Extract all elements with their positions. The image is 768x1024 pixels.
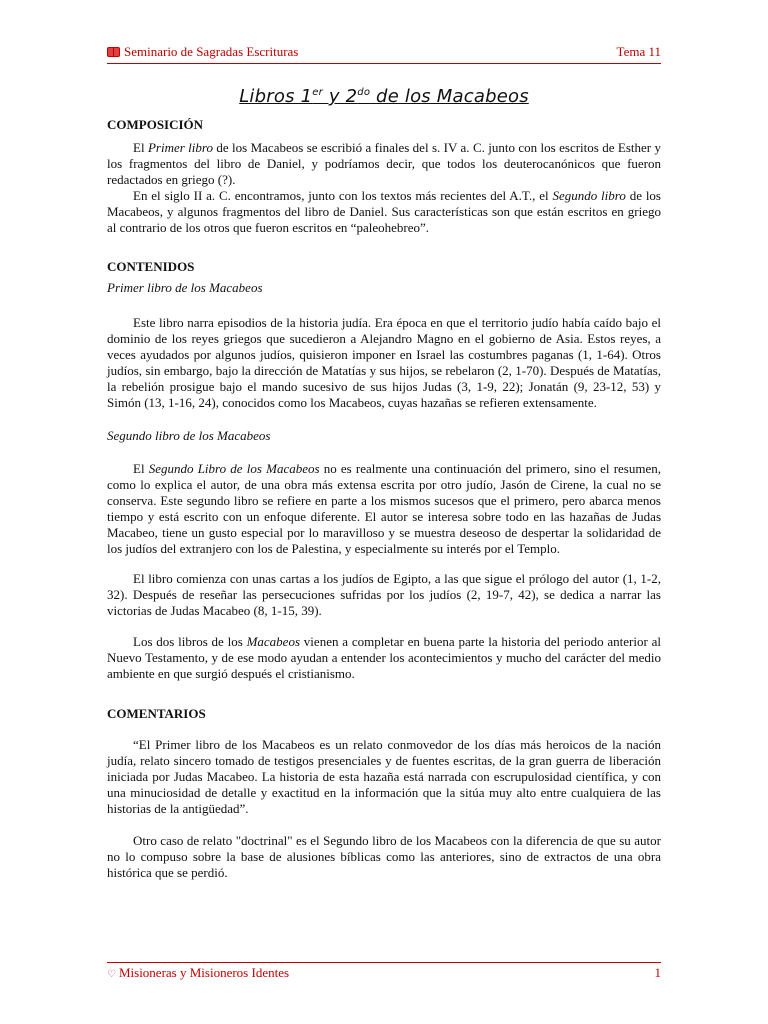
header-left — [107, 44, 298, 60]
paragraph: El Segundo Libro de los Macabeos no es realmente una continuación del primero, sino el resumen, como lo explica el autor, de una obra más extensa escrita por otro judío, Jasón de Cirene, la cual no se conserva. Este segundo libro se refiere en parte a los mismos sucesos que el primero, pero abarca menos tiempo y está escrito con un enfoque diferente. El autor se interesa sobre todo en las hazañas de Judas Macabeo, tiene un gusto especial por lo maravilloso y se muestra deseoso de despertar la solidaridad de los judíos del extranjero con los de Palestina, y especialmente su interés por el Templo. — [107, 461, 661, 556]
subheading-segundo-libro: Segundo libro de los Macabeos — [107, 428, 271, 443]
section-heading-contenidos: CONTENIDOS — [107, 259, 195, 274]
section-heading-composicion: COMPOSICIÓN — [107, 117, 204, 132]
paragraph: El Primer libro de los Macabeos se escribió a finales del s. IV a. C. junto con los escritos de Esther y los fragmentos del libro de Daniel, y podríamos decir, que todos los deuterocanónicos que fueron redactados en griego (?). — [107, 140, 661, 187]
heart-icon: ♡ — [107, 969, 116, 980]
header-topic: Tema 11 — [616, 44, 661, 59]
book-icon — [107, 47, 120, 57]
paragraph: El libro comienza con unas cartas a los judíos de Egipto, a las que sigue el prólogo del autor (1, 1-2, 32). Después de reseñar las persecuciones sufridas por los judíos (2, 19-7, 42), se dedica a narrar las victorias de Judas Macabeo (8, 1-15, 39). — [107, 571, 661, 618]
footer-left: ♡ Misioneras y Misioneros Identes — [107, 965, 290, 980]
page-number: 1 — [654, 965, 661, 980]
page-footer — [107, 962, 661, 981]
paragraph: En el siglo II a. C. encontramos, junto con los textos más recientes del A.T., el Segundo libro de los Macabeos, y algunos fragmentos del libro de Daniel. Sus características son que están escritos en griego al contrario de los otros que fueron escritos en “paleohebreo”. — [107, 188, 661, 235]
subheading-primer-libro: Primer libro de los Macabeos — [107, 280, 263, 295]
paragraph: Este libro narra episodios de la historia judía. Era época en que el territorio judío había caído bajo el dominio de los reyes griegos que sucedieron a Alejandro Magno en el gobierno de Asia. Estos reyes, a veces ayudados por algunos judíos, quisieron imponer en Israel las costumbres paganas (1, 1-64). Otros judíos, sin embargo, bajo la dirección de Matatías y sus hijos, se rebelaron (2, 1-70). Después de Matatías, la rebelión prosigue bajo el mando sucesivo de sus hijos Judas (3, 1-9, 22); Jonatán (9, 23-12, 53) y Simón (13, 1-16, 24), conocidos como los Macabeos, cuyas hazañas se refieren extensamente. — [107, 315, 661, 410]
document-title: Libros 1er y $2^{do}$ de los Macabeos — [239, 86, 529, 107]
page-header — [107, 42, 661, 64]
header-title: Seminario de Sagradas Escrituras — [124, 44, 299, 59]
paragraph: Otro caso de relato "doctrinal" es el Segundo libro de los Macabeos con la diferencia de que su autor no lo compuso sobre la base de alusiones bíblicas como las anteriores, sino de extractos de una obra histórica que se perdió. — [107, 833, 661, 880]
paragraph: Los dos libros de los Macabeos vienen a completar en buena parte la historia del periodo anterior al Nuevo Testamento, y de ese modo ayudan a entender los acontecimientos y mucho del carácter del medio ambiente en que surgió después el cristianismo. — [107, 634, 661, 681]
paragraph: “El Primer libro de los Macabeos es un relato conmovedor de los días más heroicos de la nación judía, relato sincero tomado de testigos presenciales y de fuentes escritas, de la gran guerra de liberación iniciada por Judas Macabeo. La historia de esta hazaña está narrada con escrupulosidad científica, y con una minuciosidad de detalle y exactitud en la información que la sitúa muy alto entre cualquiera de las historias de la antigüedad”. — [107, 737, 661, 816]
section-heading-comentarios: COMENTARIOS — [107, 706, 206, 721]
document-body — [107, 117, 661, 881]
